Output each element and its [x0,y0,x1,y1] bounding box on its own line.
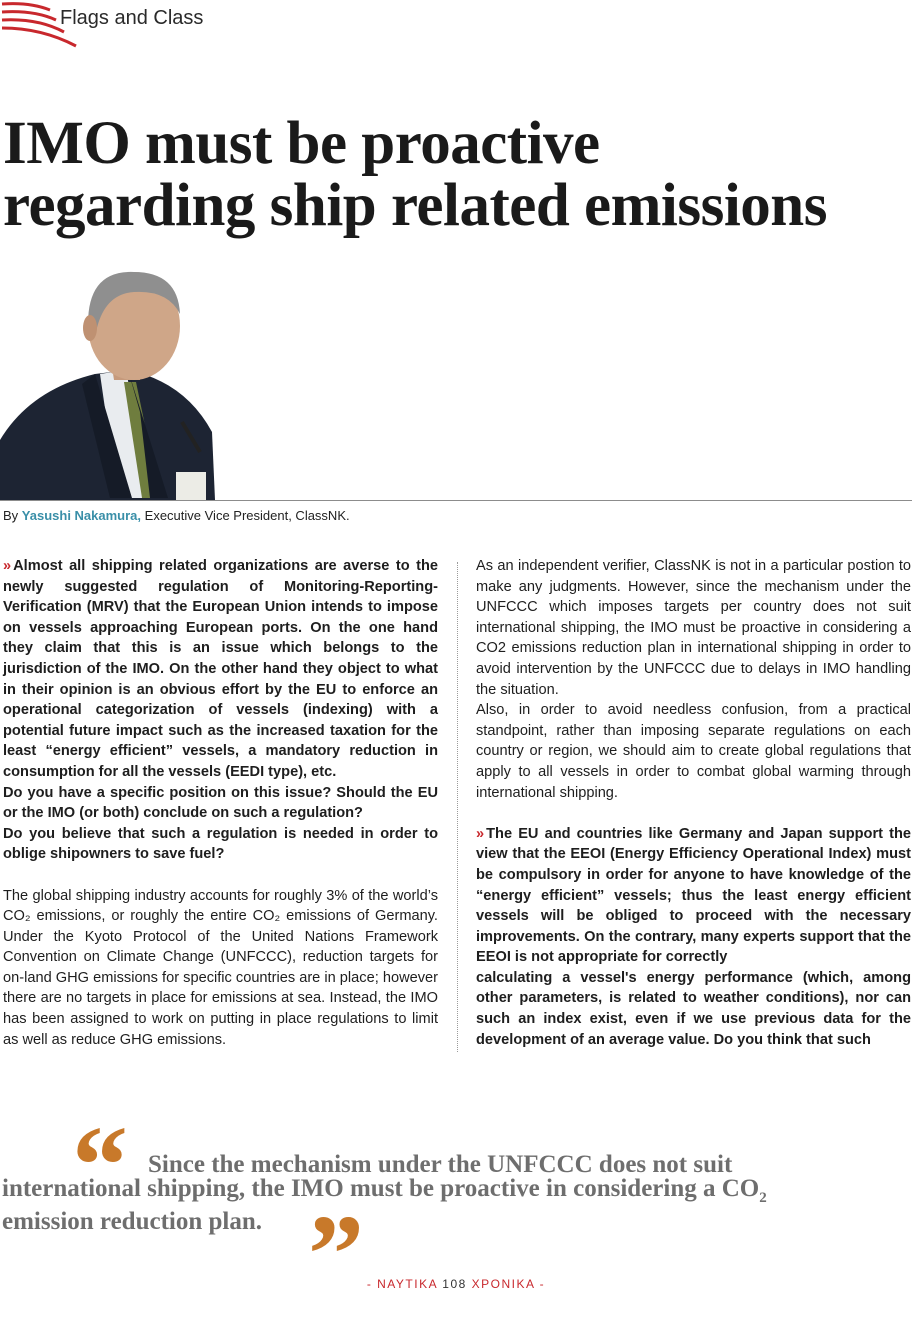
close-quote-icon: ” [308,1193,364,1317]
pull-quote [2,1153,910,1234]
byline-role: Executive Vice President, ClassNK. [141,508,350,523]
article-headline [3,110,908,239]
open-quote-icon: “ [72,1104,128,1228]
page-footer [0,1277,912,1291]
answer-paragraph-3: Also, in order to avoid needless confusion, from a practical standpoint, rather than imposing separate regulations on each country or region, we should aim to create global regulations that apply to all vessels in order to combat global warming through international shipping. [476,702,911,801]
question-paragraph-2: Do you have a specific position on this issue? Should the EU or the IMO (or both) conclude on such a regulation? [3,784,438,822]
question-paragraph-4 [476,824,911,968]
pull-quote-line-1: Since the mechanism under the UNFCCC does not suit [148,1151,733,1178]
pull-quote-line-2-text: international shipping, the IMO must be proactive in considering a CO [2,1174,760,1202]
article-column-right [476,556,911,1050]
question-paragraph-5: calculating a vessel's energy performance (which, among other parameters, is related to weather conditions), nor can such an index exist, even if we use previous data for the development of an average value. Do you think that such [476,969,911,1048]
byline-author: Yasushi Nakamura, [21,508,142,523]
headline-line-1: IMO must be proactive [3,110,600,177]
article-column-left [3,556,438,1050]
footer-left: - NAYTIKA [366,1277,443,1291]
pull-quote-line-3: emission reduction plan. [2,1208,262,1235]
chevron-icon: » [3,558,10,574]
column-divider [457,562,458,1052]
pull-quote-line-2 [2,1174,910,1211]
speaker-portrait-photo [0,262,215,500]
headline-line-2: regarding ship related emissions [3,172,827,239]
footer-right: XPONIKA - [466,1277,546,1291]
photo-divider [0,500,912,501]
question-paragraph-1 [3,556,438,783]
answer-paragraph-1: The global shipping industry accounts for roughly 3% of the world’s CO₂ emissions, or roughly the entire CO₂ emissions of Germany. Under the Kyoto Protocol of the United Nations Framework Convention on Climate Change (UNFCCC), reduction targets for on-land GHG emissions for specific countries are in place; however there are no targets in place for emissions at sea. Instead, the IMO has been assigned to work on putting in place regulations to limit as well as reduce GHG emissions. [3,887,438,1048]
question-text-4: The EU and countries like Germany and Japan support the view that the EEOI (Energy Efficiency Operational Index) must be compulsory in order for anyone to have knowledge of the “energy efficient” vessels; thus the least energy efficient vessels will be obliged to proceed with the necessary improvements. On the contrary, many experts support that the EEOI is not appropriate for correctly [476,825,911,966]
page-number: 108 [442,1277,467,1291]
byline-prefix: By [3,508,22,523]
speaker-portrait-icon [0,262,215,500]
answer-paragraph-2: As an independent verifier, ClassNK is not in a particular postion to make any judgments. However, since the mechanism under the UNFCCC which imposes targets per country does not suit international shipping, the IMO must be proactive in considering a CO2 emissions reduction plan in international shipping in order to avoid intervention by the UNFCCC due to delays in IMO handling the situation. [476,558,911,698]
chevron-icon: » [476,825,483,842]
question-text-1: Almost all shipping related organizations are averse to the newly suggested regulation of Monitoring-Reporting-Verification (MRV) that the European Union intends to impose on vessels approaching European ports. On the one hand they claim that this is an issue which belongs to the jurisdiction of the IMO. On the other hand they object to what in their opinion is an obvious effort by the EU to enforce an operational categorization of vessels (indexing) with a potential future impact such as the increased taxation for the least “energy efficient” vessels, a mandatory reduction in consumption for all the vessels (EEDI type), etc. [3,558,438,780]
byline [3,508,350,523]
section-header [0,0,300,50]
section-label: Flags and Class [60,7,204,29]
question-paragraph-3: Do you believe that such a regulation is needed in order to oblige shipowners to save fuel? [3,825,438,863]
pull-quote-subscript: 2 [759,1189,767,1206]
